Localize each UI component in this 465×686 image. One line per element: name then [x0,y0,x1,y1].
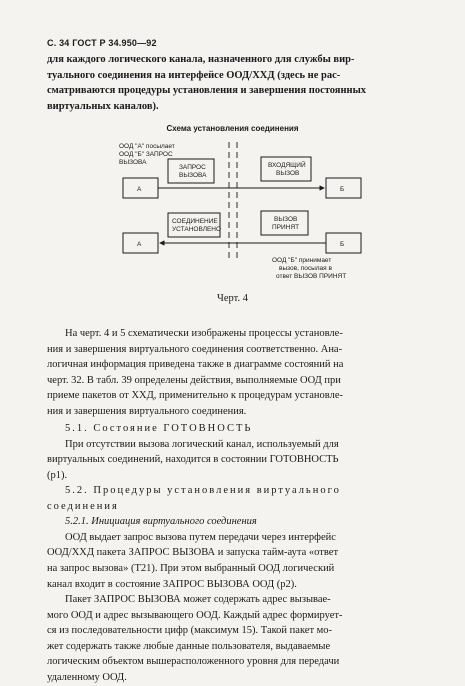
text-line: на запрос вызова» (Т21). При этом выбранный ООД логический [47,562,335,574]
note-b-line-2: вызов, посылая в [279,265,332,272]
page-header: С. 34 ГОСТ Р 34.950—92 [47,38,157,48]
figure-caption: Черт. 4 [217,293,248,304]
msg-call-request-line-2: ВЫЗОВА [179,172,207,179]
text-line: жет содержать также любые данные пользователя, выдаваемые [47,640,331,652]
note-b-line-3: ответ ВЫЗОВ ПРИНЯТ [276,273,347,280]
text-line: сматриваются процедуры установления и завершения постоянных [47,85,367,97]
text-line: мого ООД и адрес вызывающего ООД. Каждый адрес формирует- [47,609,343,621]
box-a-top-label: А [137,186,142,193]
msg-incoming-call-line-2: ВЫЗОВ [276,170,300,177]
msg-call-accepted [261,211,308,235]
text-line: Пакет ЗАПРОС ВЫЗОВА может содержать адрес вызывае- [65,594,331,605]
text-line: ния и завершения виртуального соединения. [47,405,247,417]
section-heading: 5.2. Процедуры установления виртуального [65,485,341,496]
section-heading: соединения [47,500,119,512]
text-line: (р1). [47,469,68,481]
box-b-top-label: Б [340,186,345,193]
text-line: канал входит в состояние ЗАПРОС ВЫЗОВА ООД (р2). [47,578,297,590]
text-line: черт. 32. В табл. 39 определены действия, выполняемые ООД при [47,374,341,386]
text-line: ООД выдает запрос вызова путем передачи через интерфейс [65,531,336,543]
msg-connection-established-line-2: УСТАНОВЛЕНО [172,226,222,233]
section-heading: 5.1. Состояние ГОТОВНОСТЬ [65,423,253,434]
body-paragraph [47,326,427,420]
msg-call-request [168,159,214,183]
msg-incoming-call [261,157,311,181]
text-line: виртуальных соединений, находится в состоянии ГОТОВНОСТЬ [47,454,339,466]
text-line: логическим объектом вышерасположенного уровня для передачи [47,656,340,668]
msg-call-accepted-line-1: ВЫЗОВ [274,216,298,223]
text-line: ся из последовательности цифр (максимум 15). Такой пакет мо- [47,625,333,637]
text-line: При отсутствии вызова логический канал, используемый для [65,438,339,450]
msg-connection-established [168,213,220,237]
text-line: логичная информация приведена также в диаграмме состояний на [47,359,344,371]
section-5-1 [47,421,427,483]
text-line: виртуальных каналов). [47,100,159,112]
text-line: удаленному ООД. [47,671,127,683]
text-line: ния и завершения виртуального соединения соответственно. Ана- [47,343,343,355]
box-a-bottom-label: А [137,241,142,248]
figure-title: Схема установления соединения [166,124,299,133]
text-line: На черт. 4 и 5 схематически изображены процессы установле- [65,328,343,339]
msg-call-accepted-line-2: ПРИНЯТ [272,224,300,231]
text-line: для каждого логического канала, назначенного для службы вир- [47,54,355,65]
subsection-heading: 5.2.1. Инициация виртуального соединения [65,516,257,528]
section-5-2 [47,483,427,592]
note-a-line-3: ВЫЗОВА [119,159,147,166]
note-a-line-1: ООД "А" посылает [119,143,175,150]
text-line: туального соединения на интерфейсе ООД/ХХД (здесь не рас- [47,69,341,81]
note-a-line-2: ООД "Б" ЗАПРОС [119,151,173,158]
box-b-bottom-label: Б [340,241,345,248]
text-line: ООД/ХХД пакета ЗАПРОС ВЫЗОВА и запуска тайм-аута «ответ [47,547,339,559]
note-b-line-1: ООД "Б" принимает [272,257,332,264]
connection-diagram [0,0,465,300]
msg-call-request-line-1: ЗАПРОС [179,164,206,171]
msg-connection-established-line-1: СОЕДИНЕНИЕ [172,218,218,225]
final-paragraph [47,592,427,686]
msg-incoming-call-line-1: ВХОДЯЩИЙ [268,162,306,169]
text-line: приеме пакетов от ХХД, применительно к процедурам установле- [47,390,343,402]
